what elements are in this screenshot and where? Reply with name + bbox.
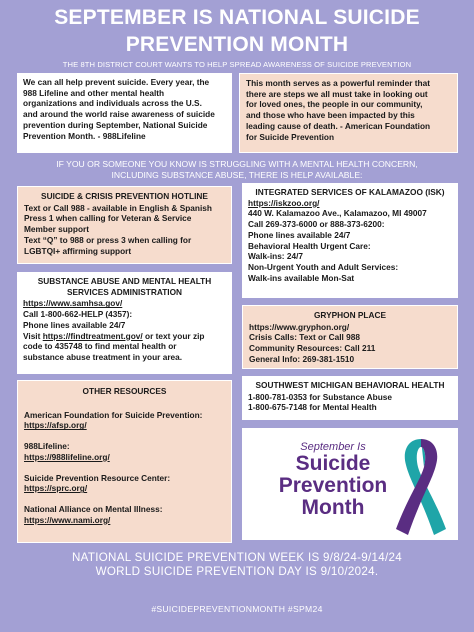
resource-label: Suicide Prevention Resource Center: — [24, 472, 171, 483]
swmbh-heading: SOUTHWEST MICHIGAN BEHAVIORAL HEALTH — [255, 380, 445, 390]
text-line: prevention during September, National Suicide — [23, 119, 208, 130]
page-title — [0, 4, 474, 58]
awareness-ribbon-graphic — [242, 428, 458, 540]
banner-line-1: IF YOU OR SOMEONE YOU KNOW IS STRUGGLING WITH A MENTAL HEALTH CONCERN, — [56, 159, 418, 169]
gryphon-box — [242, 305, 458, 369]
footer-dates — [0, 551, 474, 579]
subtitle: THE 8TH DISTRICT COURT WANTS TO HELP SPREAD AWARENESS OF SUICIDE PREVENTION — [62, 60, 412, 69]
text-line: Walk-ins: 24/7 — [248, 251, 304, 262]
text-line: Text or Call 988 - available in English & Spanish — [24, 202, 212, 213]
text-line: 440 W. Kalamazoo Ave., Kalamazoo, MI 49007 — [248, 208, 427, 219]
text-line: organizations and individuals across the U.S. — [23, 98, 202, 109]
text-line: General Info: 269-381-1510 — [249, 353, 355, 364]
ribbon-line-4: Month — [301, 496, 365, 519]
title-line-1: SEPTEMBER IS NATIONAL SUICIDE — [54, 6, 420, 29]
resource-label: 988Lifeline: — [24, 441, 70, 452]
footer-hashtags: #SUICIDEPREVENTIONMONTH #SPM24 — [151, 604, 323, 614]
gryphon-heading: GRYPHON PLACE — [313, 310, 387, 320]
text-line: 1-800-781-0353 for Substance Abuse — [248, 391, 393, 402]
text-line: for Suicide Prevention — [246, 131, 335, 142]
ribbon-graphic-text — [273, 441, 393, 519]
resource-label: National Alliance on Mental Illness: — [24, 503, 163, 514]
ribbon-line-2: Suicide — [295, 452, 371, 475]
samhsa-heading-1: SUBSTANCE ABUSE AND MENTAL HEALTH — [37, 276, 212, 286]
swmbh-box — [242, 376, 458, 420]
ribbon-line-1: September Is — [300, 441, 366, 453]
awareness-ribbon-icon — [386, 431, 456, 539]
samhsa-heading-2: SERVICES ADMINISTRATION — [66, 286, 183, 297]
text-line: 1-800-675-7148 for Mental Health — [248, 402, 377, 413]
afsp-link[interactable]: https://afsp.org/ — [24, 420, 87, 431]
text-line: Member support — [24, 224, 89, 235]
text-line: Text “Q” to 988 or press 3 when calling for — [24, 234, 192, 245]
text-line: and around the world raise awareness of suicide — [23, 109, 215, 120]
text-line: Phone lines available 24/7 — [23, 319, 126, 330]
text-line: leading cause of death. - American Foundation — [246, 120, 431, 131]
nami-link[interactable]: https://www.nami.org/ — [24, 514, 111, 525]
text-line: Walk-ins available Mon-Sat — [248, 272, 355, 283]
samhsa-link[interactable]: https://www.samhsa.gov/ — [23, 298, 123, 309]
ribbon-line-3: Prevention — [278, 474, 388, 497]
findtreatment-link[interactable]: https://findtreatment.gov/ — [42, 330, 143, 341]
resource-label: American Foundation for Suicide Prevention: — [24, 409, 203, 420]
footer-line-1: NATIONAL SUICIDE PREVENTION WEEK IS 9/8/24-9/14/24 — [71, 551, 403, 564]
text-line: Call 1-800-662-HELP (4357): — [23, 309, 133, 320]
help-available-banner — [0, 159, 474, 180]
text-line: and those who have been impacted by this — [246, 110, 415, 121]
gryphon-link[interactable]: https://www.gryphon.org/ — [249, 321, 350, 332]
text-line: there are steps we all must take in looking out — [246, 88, 428, 99]
text-line: LGBTQI+ affirming support — [24, 245, 132, 256]
hotline-heading: SUICIDE & CRISIS PREVENTION HOTLINE — [41, 191, 208, 201]
samhsa-box — [17, 272, 232, 374]
text-line: for loved ones, the people in our community, — [246, 99, 423, 110]
intro-box-left — [17, 73, 232, 153]
footer-line-2: WORLD SUICIDE PREVENTION DAY IS 9/10/2024. — [95, 565, 379, 578]
text-line: Non-Urgent Youth and Adult Services: — [248, 261, 399, 272]
text-line: We can all help prevent suicide. Every year, the — [23, 77, 210, 87]
text-line: Prevention Month. - 988Lifeline — [23, 130, 146, 141]
banner-line-2: INCLUDING SUBSTANCE ABUSE, THERE IS HELP AVAILABLE: — [111, 169, 363, 180]
resources-box — [17, 380, 232, 543]
text-line: Community Resources: Call 211 — [249, 343, 376, 354]
isk-heading: INTEGRATED SERVICES OF KALAMAZOO (ISK) — [255, 187, 445, 197]
text-line: 988 Lifeline and other mental health — [23, 87, 165, 98]
intro-box-right — [239, 73, 458, 153]
text-line: Press 1 when calling for Veteran & Service — [24, 213, 192, 224]
text-line: Crisis Calls: Text or Call 988 — [249, 332, 360, 343]
lifeline-link[interactable]: https://988lifeline.org/ — [24, 451, 110, 462]
resources-heading: OTHER RESOURCES — [82, 386, 167, 396]
title-line-2: PREVENTION MONTH — [125, 33, 349, 56]
text-line: code to 435748 to find mental health or — [23, 341, 177, 352]
hotline-box — [17, 186, 232, 264]
text-line: Phone lines available 24/7 — [248, 229, 351, 240]
visit-line — [23, 331, 226, 342]
isk-box — [242, 183, 458, 298]
visit-prefix: Visit — [23, 330, 43, 341]
text-line: Behavioral Health Urgent Care: — [248, 240, 371, 251]
sprc-link[interactable]: https://sprc.org/ — [24, 483, 88, 494]
text-line: substance abuse treatment in your area. — [23, 351, 183, 362]
isk-link[interactable]: https://iskzoo.org/ — [248, 197, 320, 208]
visit-suffix: or text your zip — [142, 330, 205, 341]
text-line: This month serves as a powerful reminder that — [246, 78, 430, 88]
text-line: Call 269-373-6000 or 888-373-6200: — [248, 219, 385, 230]
